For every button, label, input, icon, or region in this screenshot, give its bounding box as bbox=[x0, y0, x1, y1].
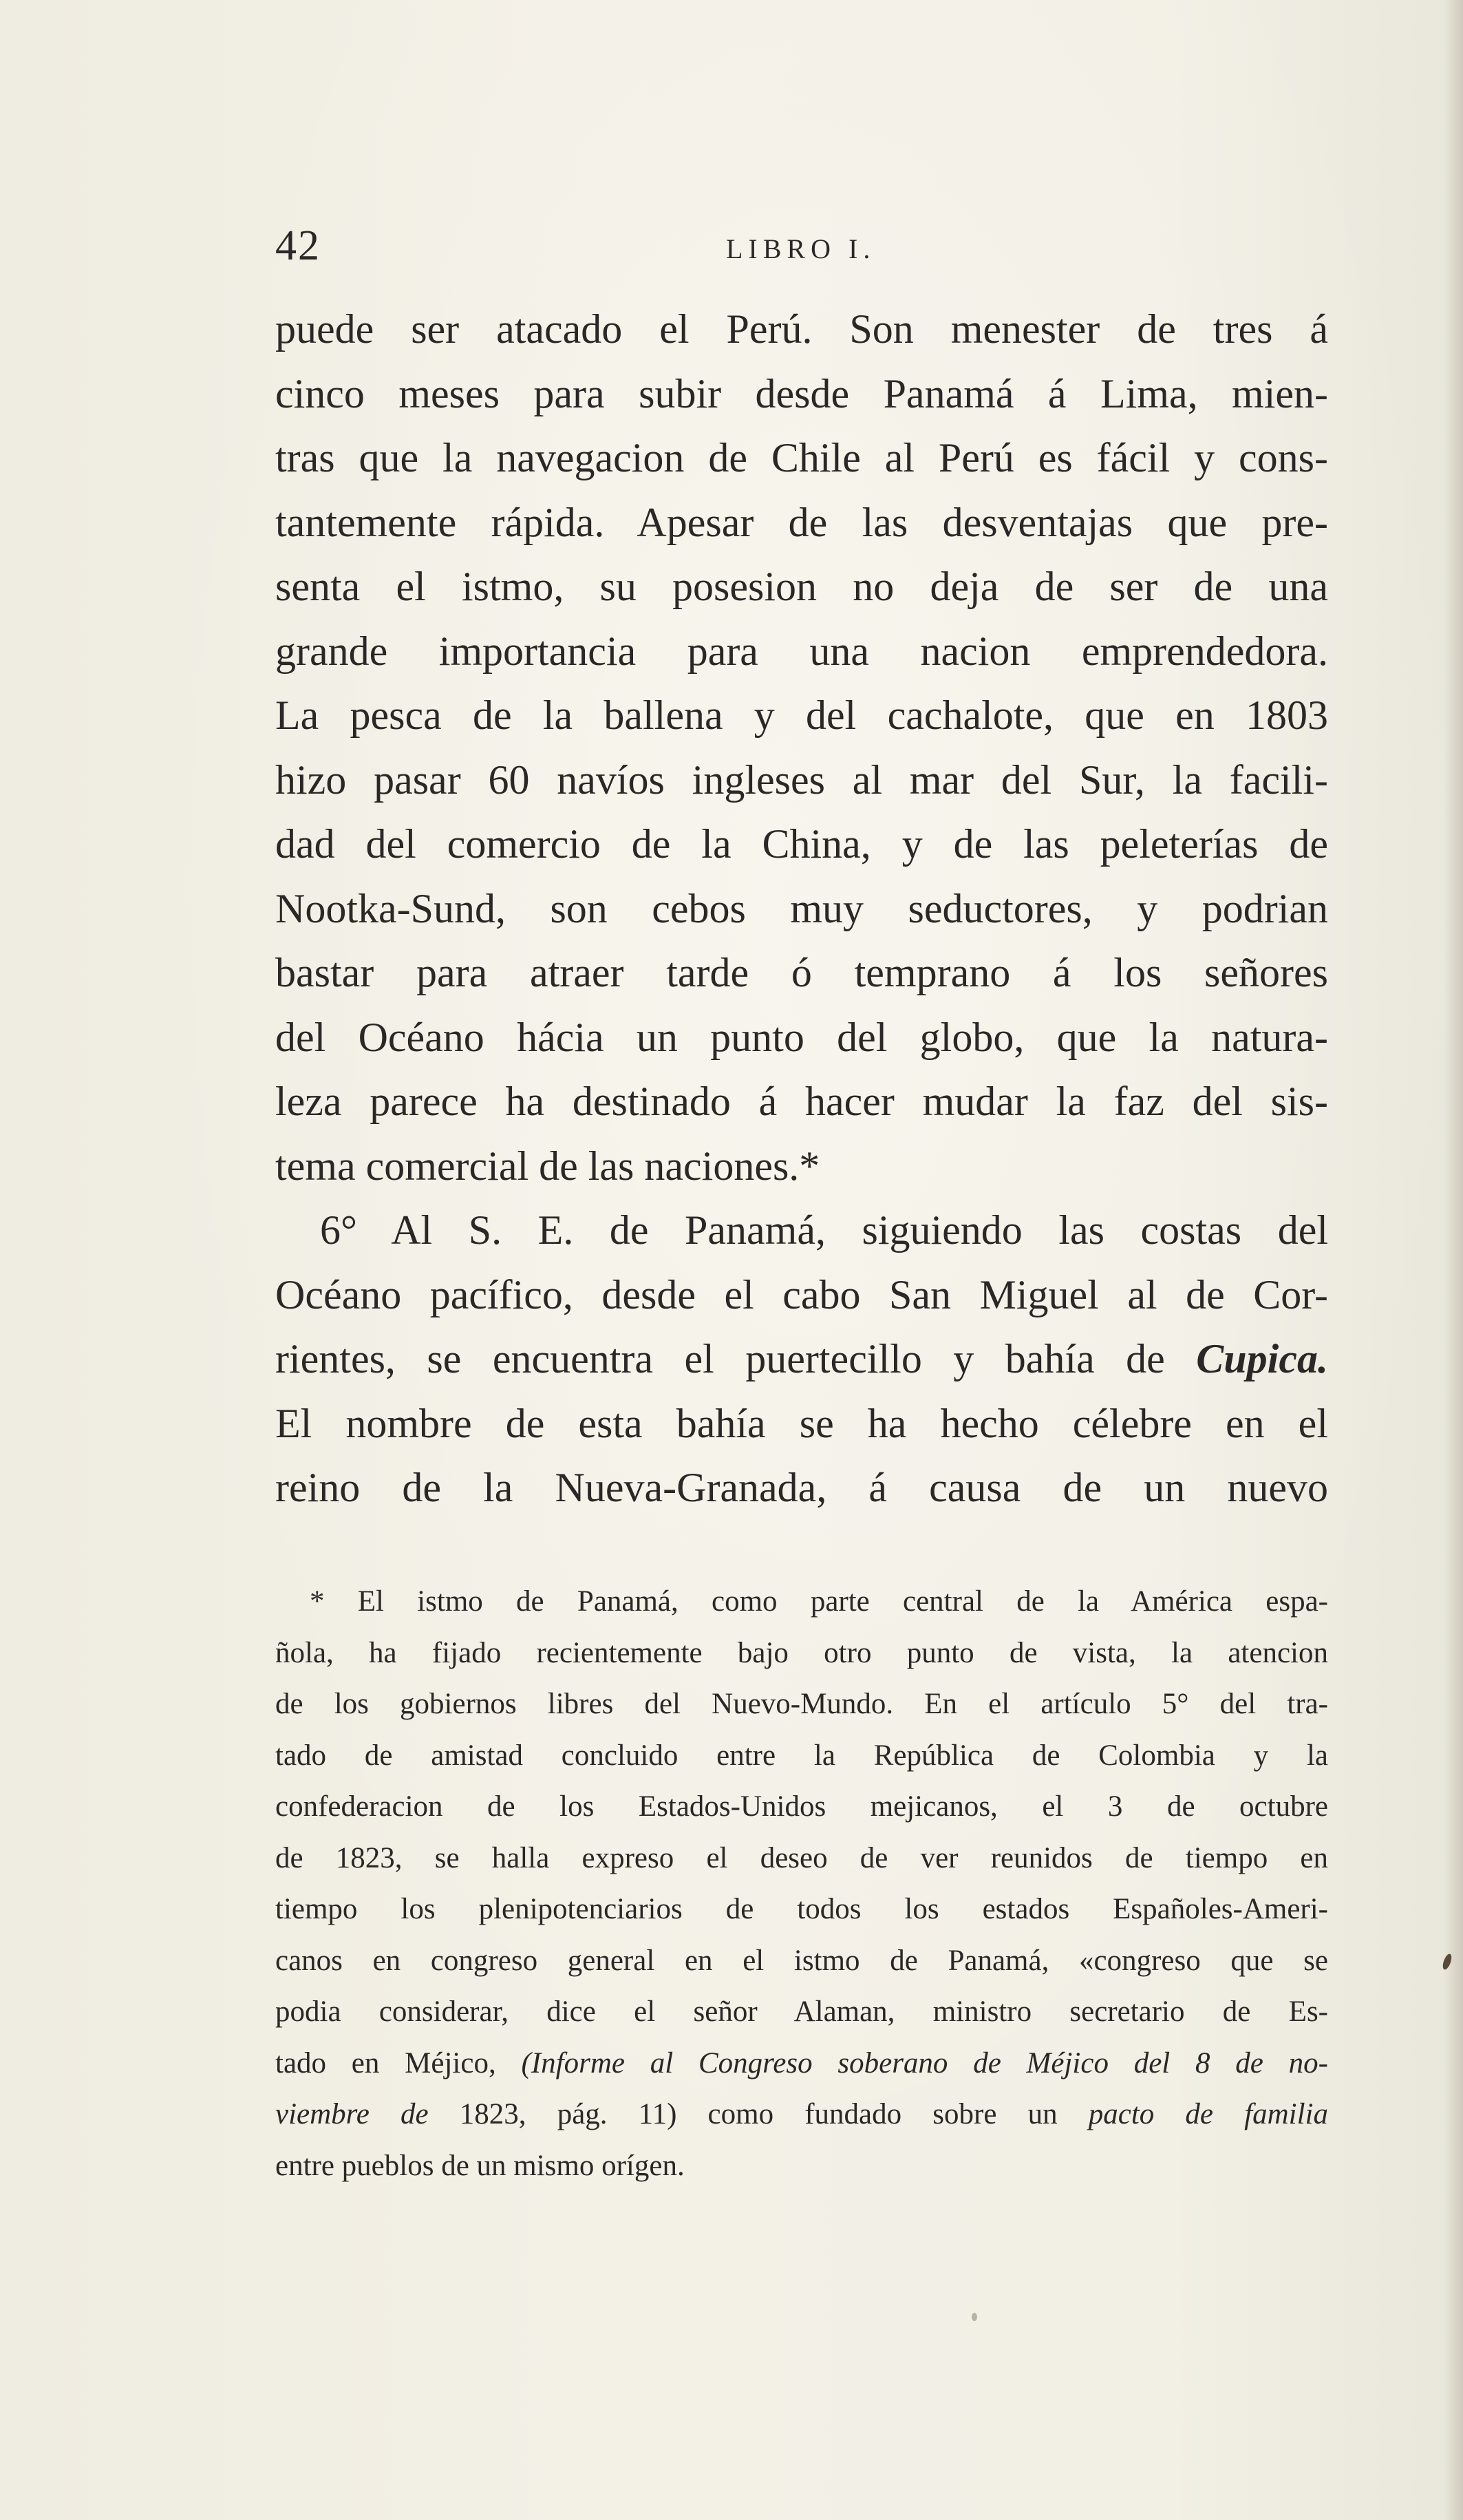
italic-phrase: pacto de familia bbox=[1088, 2098, 1328, 2130]
footnote-line: podia considerar, dice el señor Alaman, ministro secretario de Es- bbox=[275, 1995, 1328, 2028]
page-number: 42 bbox=[275, 222, 321, 269]
paper-speck bbox=[972, 2313, 977, 2321]
text-line: Océano pacífico, desde el cabo San Miguel al de Cor- bbox=[275, 1271, 1328, 1317]
footnote-line: tiempo los plenipotenciarios de todos los estados Españoles-Ameri- bbox=[275, 1893, 1328, 1925]
footnote-line: canos en congreso general en el istmo de Panamá, «congreso que se bbox=[275, 1944, 1328, 1977]
footnote-segment: tado en Méjico, bbox=[275, 2046, 522, 2079]
text-line: dad del comercio de la China, y de las peleterías de bbox=[275, 821, 1328, 867]
italic-citation: (Informe al Congreso soberano de Méjico del 8 bbox=[521, 2046, 1210, 2079]
running-head: LIBRO I. bbox=[726, 233, 876, 264]
footnote-segment: 1823, pág. 11) como fundado sobre un bbox=[428, 2098, 1089, 2130]
footnote-line: entre pueblos de un mismo orígen. bbox=[275, 2149, 685, 2182]
text-line: hizo pasar 60 navíos ingleses al mar del Sur, la facili- bbox=[275, 756, 1328, 803]
footnote-line: tado de amistad concluido entre la República de Colombia y la bbox=[275, 1739, 1328, 1772]
footnote bbox=[275, 1576, 1328, 2192]
footnote-line: * El istmo de Panamá, como parte central de la América espa- bbox=[310, 1585, 1328, 1618]
page-header bbox=[275, 222, 1328, 270]
text-line: grande importancia para una nacion emprendedora. bbox=[275, 628, 1328, 674]
main-text bbox=[275, 297, 1328, 1521]
footnote-line: de los gobiernos libres del Nuevo-Mundo. En el artículo 5° del tra- bbox=[275, 1688, 1328, 1720]
footnote-line-with-italic bbox=[275, 2038, 1328, 2090]
text-line-with-italic bbox=[275, 1327, 1328, 1392]
footnote-segment: viembre de bbox=[275, 2098, 429, 2130]
footnote-line-with-italic bbox=[275, 2089, 1328, 2141]
text-line: 6° Al S. E. de Panamá, siguiendo las costas del bbox=[320, 1207, 1328, 1253]
text-line: El nombre de esta bahía se ha hecho célebre en el bbox=[275, 1400, 1328, 1446]
text-line: puede ser atacado el Perú. Son menester de tres á bbox=[275, 306, 1328, 352]
text-line: tema comercial de las naciones.* bbox=[275, 1143, 820, 1189]
text-line: cinco meses para subir desde Panamá á Lima, mien- bbox=[275, 370, 1328, 416]
text-line: del Océano hácia un punto del globo, que la natura- bbox=[275, 1014, 1328, 1060]
footnote-segment: de no- bbox=[1210, 2046, 1328, 2079]
text-line: tras que la navegacion de Chile al Perú es fácil y cons- bbox=[275, 435, 1328, 480]
text-line: senta el istmo, su posesion no deja de ser de una bbox=[275, 564, 1328, 609]
text-segment: rientes, se encuentra el puertecillo y bahía de bbox=[275, 1336, 1197, 1381]
text-line: leza parece ha destinado á hacer mudar la faz del sis- bbox=[275, 1079, 1328, 1124]
footnote-line: de 1823, se halla expreso el deseo de ver reunidos de tiempo en bbox=[275, 1841, 1328, 1874]
footnote-line: confederacion de los Estados-Unidos mejicanos, el 3 de octubre bbox=[275, 1790, 1328, 1823]
text-line: bastar para atraer tarde ó temprano á los señores bbox=[275, 950, 1328, 995]
page-edge-shadow bbox=[1444, 0, 1463, 2520]
italic-place-name: Cupica. bbox=[1196, 1336, 1328, 1381]
text-line: reino de la Nueva-Granada, á causa de un nuevo bbox=[275, 1465, 1328, 1510]
footnote-line: ñola, ha fijado recientemente bajo otro punto de vista, la atencion bbox=[275, 1636, 1328, 1669]
text-line: tantemente rápida. Apesar de las desventajas que pre- bbox=[275, 499, 1328, 545]
text-line: La pesca de la ballena y del cachalote, que en 1803 bbox=[275, 692, 1328, 738]
text-line: Nootka-Sund, son cebos muy seductores, y podrian bbox=[275, 885, 1328, 931]
